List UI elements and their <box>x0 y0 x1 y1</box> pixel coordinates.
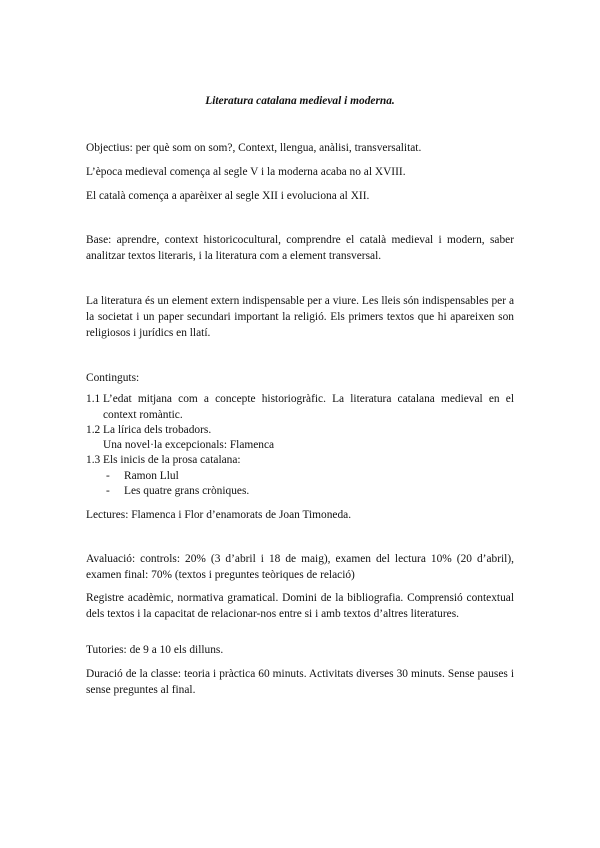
bullet-dash: - <box>106 485 110 497</box>
list-subitem-text: Una novel·la excepcionals: Flamenca <box>103 439 275 451</box>
list-item-text: L’edat mitjana com a concepte historiogràfic. La literatura catalana medieval en el context romàntic. <box>103 393 514 421</box>
list-item-text: Els inicis de la prosa catalana: <box>103 454 241 466</box>
epoca-paragraph: L’època medieval comença al segle V i la moderna acaba no al XVIII. <box>86 166 406 178</box>
objectius-paragraph: Objectius: per què som on som?, Context, llengua, anàlisi, transversalitat. <box>86 142 422 154</box>
document-title: Literatura catalana medieval i moderna. <box>205 95 395 107</box>
bullet-text: Les quatre grans cròniques. <box>124 485 250 497</box>
avaluacio-paragraph: Avaluació: controls: 20% (3 d’abril i 18 de maig), examen del lectura 10% (20 d’abril), examen final: 70% (textos i preguntes teòriques de relació) <box>86 553 514 581</box>
registre-paragraph: Registre acadèmic, normativa gramatical. Domini de la bibliografia. Comprensió contextual dels textos i la capacitat de relacionar-nos entre si i amb textos d’altres literatures. <box>86 592 514 620</box>
bullet-text: Ramon Llul <box>124 470 179 482</box>
lectures-paragraph: Lectures: Flamenca i Flor d’enamorats de Joan Timoneda. <box>86 509 352 521</box>
list-item-number: 1.1 <box>86 393 101 405</box>
list-item-number: 1.3 <box>86 454 101 466</box>
duracio-paragraph: Duració de la classe: teoria i pràctica 60 minuts. Activitats diverses 30 minuts. Sense pauses i sense preguntes al final. <box>86 668 514 696</box>
continguts-heading: Continguts: <box>86 372 140 384</box>
catala-paragraph: El català comença a aparèixer al segle XII i evoluciona al XII. <box>86 190 370 202</box>
bullet-dash: - <box>106 470 110 482</box>
list-item-number: 1.2 <box>86 424 101 436</box>
literatura-paragraph: La literatura és un element extern indispensable per a viure. Les lleis són indispensables per a la societat i un paper secundari important la religió. Els primers textos que hi apareixen son religiosos i jurídics en llatí. <box>86 295 514 339</box>
base-paragraph: Base: aprendre, context historicocultural, comprendre el català medieval i modern, saber analitzar textos literaris, i la literatura com a element transversal. <box>86 234 514 262</box>
list-item-text: La lírica dels trobadors. <box>103 424 212 436</box>
tutories-paragraph: Tutories: de 9 a 10 els dilluns. <box>86 644 224 656</box>
